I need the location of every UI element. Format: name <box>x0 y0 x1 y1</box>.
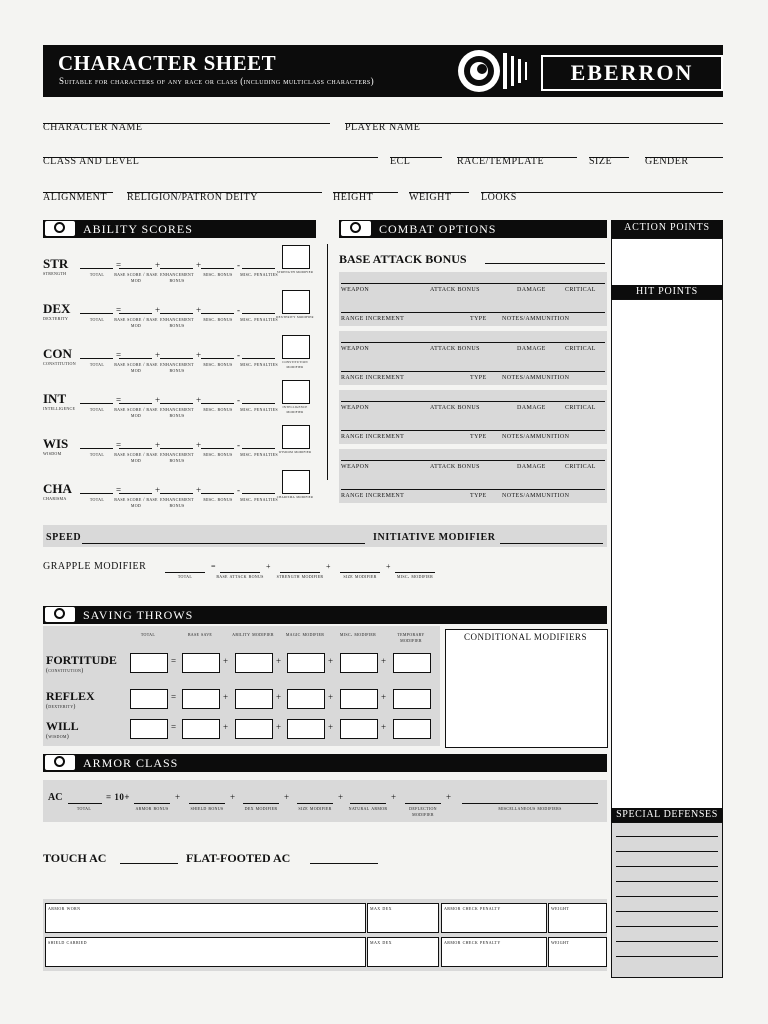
special-defense-line[interactable] <box>616 896 718 897</box>
ability-field[interactable] <box>119 312 152 314</box>
operator: + <box>391 792 397 802</box>
ability-abbr: STR <box>43 256 69 271</box>
ability-abbr: DEX <box>43 301 71 316</box>
ability-field[interactable] <box>242 357 275 359</box>
ability-field[interactable] <box>242 312 275 314</box>
ability-field[interactable] <box>201 267 234 269</box>
operator: = <box>116 440 122 450</box>
save-field[interactable] <box>287 719 325 739</box>
gear-name-field[interactable] <box>45 937 366 967</box>
ability-col-label: misc. bonus <box>203 273 233 278</box>
ability-col-label: total <box>89 363 105 368</box>
damage-label: DAMAGE <box>517 464 546 470</box>
ability-col-label: misc. penalties <box>240 453 278 458</box>
ability-col-label: misc. penalties <box>240 408 278 413</box>
looks-line[interactable] <box>481 191 723 193</box>
ability-abbr: CON <box>43 346 72 361</box>
special-defense-line[interactable] <box>616 911 718 912</box>
save-field[interactable] <box>287 689 325 709</box>
combat-options-bar <box>339 220 607 238</box>
class-level-label: CLASS AND LEVEL <box>43 156 140 167</box>
save-ability: (wisdom) <box>46 734 70 740</box>
special-defense-line[interactable] <box>616 941 718 942</box>
notes-label: NOTES/AMMUNITION <box>502 375 570 381</box>
save-col-label: temporary modifier <box>397 632 425 644</box>
ability-field[interactable] <box>160 312 193 314</box>
critical-label: CRITICAL <box>565 464 596 470</box>
ability-field[interactable] <box>201 312 234 314</box>
speed-label: SPEED <box>46 532 82 543</box>
ability-field[interactable] <box>160 492 193 494</box>
ability-modifier-label: strength modifier <box>276 269 314 274</box>
notes-label: NOTES/AMMUNITION <box>502 493 570 499</box>
operator: - <box>237 305 241 315</box>
conditional-modifiers-box[interactable] <box>445 629 608 748</box>
save-field[interactable] <box>130 689 168 709</box>
operator: + <box>155 440 161 450</box>
special-defenses-box[interactable] <box>611 822 723 978</box>
ability-field[interactable] <box>80 312 113 314</box>
ac-col-label: miscellaneous modifiers <box>498 806 562 812</box>
touch-ac-label: TOUCH AC <box>43 851 107 865</box>
ability-col-label: total <box>89 498 105 503</box>
ability-modifier-label: dexterity modifier <box>276 314 314 319</box>
operator: + <box>155 395 161 405</box>
weapon-line[interactable] <box>341 283 605 284</box>
notes-label: NOTES/AMMUNITION <box>502 434 570 440</box>
operator: + <box>196 485 202 495</box>
special-defense-line[interactable] <box>616 926 718 927</box>
operator: + <box>381 722 387 732</box>
ac-field[interactable] <box>189 802 225 804</box>
type-label: TYPE <box>470 375 487 381</box>
save-field[interactable] <box>130 653 168 673</box>
operator: + <box>328 722 334 732</box>
action-points-heading: ACTION POINTS <box>611 220 723 238</box>
operator: = <box>116 395 122 405</box>
operator: + <box>381 656 387 666</box>
speed-line[interactable] <box>82 542 365 544</box>
operator: + <box>326 562 332 571</box>
save-col-label: ability modifier <box>232 632 274 638</box>
gender-label: GENDER <box>645 156 689 167</box>
ability-col-label: base score / base mod <box>114 408 158 419</box>
ability-col-label: total <box>89 453 105 458</box>
ecl-label: ECL <box>390 156 411 167</box>
weight-label: weight <box>551 940 570 946</box>
operator: - <box>237 260 241 270</box>
ability-col-label: misc. bonus <box>203 408 233 413</box>
sheet-subtitle: Suitable for characters of any race or class (including multiclass characters) <box>59 76 375 86</box>
operator: + <box>276 722 282 732</box>
operator: + <box>276 656 282 666</box>
ability-modifier-label: intelligence modifier <box>282 404 308 414</box>
ac-col-label: size modifier <box>298 806 332 812</box>
ability-field[interactable] <box>201 402 234 404</box>
ability-field[interactable] <box>201 492 234 494</box>
ability-col-label: enhancement bonus <box>160 453 194 464</box>
save-field[interactable] <box>130 719 168 739</box>
grapple-field[interactable] <box>220 571 260 573</box>
operator: + <box>328 692 334 702</box>
operator: + <box>386 562 392 571</box>
damage-label: DAMAGE <box>517 346 546 352</box>
ability-field[interactable] <box>80 267 113 269</box>
ability-field[interactable] <box>119 492 152 494</box>
ability-col-label: misc. bonus <box>203 498 233 503</box>
ability-field[interactable] <box>80 447 113 449</box>
operator: + <box>328 656 334 666</box>
operator: + <box>196 440 202 450</box>
attack-label: ATTACK BONUS <box>430 464 480 470</box>
weapon-label: WEAPON <box>341 405 370 411</box>
ability-modifier-box[interactable] <box>282 335 310 359</box>
grapple-label: GRAPPLE MODIFIER <box>43 561 147 572</box>
ability-field[interactable] <box>160 447 193 449</box>
gear-name-field[interactable] <box>45 903 366 933</box>
eye-icon <box>45 221 75 236</box>
critical-label: CRITICAL <box>565 405 596 411</box>
ability-abbr: CHA <box>43 481 72 496</box>
ability-col-label: base score / base mod <box>114 318 158 329</box>
operator: + <box>338 792 344 802</box>
gear-name-label: armor worn <box>48 906 81 912</box>
range-line[interactable] <box>341 371 605 372</box>
save-field[interactable] <box>235 719 273 739</box>
save-field[interactable] <box>287 653 325 673</box>
race-label: RACE/TEMPLATE <box>457 156 545 167</box>
ability-field[interactable] <box>80 492 113 494</box>
header-banner <box>43 45 723 97</box>
critical-label: CRITICAL <box>565 287 596 293</box>
ac-label: AC <box>48 792 63 803</box>
special-defenses-heading: SPECIAL DEFENSES <box>611 808 723 822</box>
ability-field[interactable] <box>160 267 193 269</box>
ability-name: dexterity <box>43 317 69 322</box>
notes-label: NOTES/AMMUNITION <box>502 316 570 322</box>
operator: + <box>223 722 229 732</box>
ability-field[interactable] <box>160 402 193 404</box>
save-name: REFLEX <box>46 689 95 703</box>
ac-total-label: total <box>76 806 92 812</box>
range-label: RANGE INCREMENT <box>341 375 405 381</box>
save-field[interactable] <box>182 653 220 673</box>
gear-name-label: shield carried <box>48 940 87 946</box>
save-col-label: magic modifier <box>285 632 325 638</box>
operator: = <box>116 485 122 495</box>
type-label: TYPE <box>470 493 487 499</box>
ac-total-field[interactable] <box>68 802 102 804</box>
ability-col-label: misc. penalties <box>240 273 278 278</box>
conditional-modifiers-label: CONDITIONAL MODIFIERS <box>464 632 587 642</box>
critical-label: CRITICAL <box>565 346 596 352</box>
eberron-logo <box>451 47 721 95</box>
ability-col-label: enhancement bonus <box>160 318 194 329</box>
operator: + <box>175 792 181 802</box>
save-field[interactable] <box>235 689 273 709</box>
damage-label: DAMAGE <box>517 405 546 411</box>
armor-class-heading: ARMOR CLASS <box>83 756 179 770</box>
special-defense-line[interactable] <box>616 836 718 837</box>
ac-field[interactable] <box>243 802 279 804</box>
save-field[interactable] <box>393 689 431 709</box>
ac-col-label: armor bonus <box>135 806 169 812</box>
operator: - <box>237 440 241 450</box>
operator: = <box>211 562 217 571</box>
save-col-label: misc. modifier <box>339 632 377 638</box>
grapple-col-label: misc. modifier <box>396 574 434 580</box>
special-defense-line[interactable] <box>616 851 718 852</box>
ability-field[interactable] <box>80 402 113 404</box>
sheet-title: CHARACTER SHEET <box>58 51 277 75</box>
eye-icon <box>45 755 75 770</box>
ac-ten: = 10+ <box>106 792 131 802</box>
initiative-line[interactable] <box>500 542 603 544</box>
operator: - <box>237 350 241 360</box>
ability-abbr: INT <box>43 391 67 406</box>
save-name: FORTITUDE <box>46 653 117 667</box>
weapon-line[interactable] <box>341 342 605 343</box>
ac-col-label: dex modifier <box>244 806 278 812</box>
player-name-label: PLAYER NAME <box>345 122 421 133</box>
ability-col-label: total <box>89 318 105 323</box>
ability-col-label: misc. penalties <box>240 498 278 503</box>
save-col-label: total <box>140 632 156 638</box>
operator: + <box>266 562 272 571</box>
weapon-label: WEAPON <box>341 346 370 352</box>
save-field[interactable] <box>340 653 378 673</box>
ability-modifier-label: charisma modifier <box>276 494 314 499</box>
ability-name: wisdom <box>43 452 62 457</box>
ability-col-label: misc. bonus <box>203 453 233 458</box>
ability-modifier-box[interactable] <box>282 425 310 449</box>
operator: = <box>116 350 122 360</box>
bab-label: BASE ATTACK BONUS <box>339 252 467 266</box>
maxdex-label: max dex <box>370 906 392 912</box>
touch-ac-line[interactable] <box>120 862 178 864</box>
special-defense-line[interactable] <box>616 956 718 957</box>
weapon-label: WEAPON <box>341 287 370 293</box>
armor-class-bar <box>43 754 607 772</box>
ability-modifier-label: wisdom modifier <box>278 449 312 454</box>
ac-field[interactable] <box>462 802 598 804</box>
ac-col-label: shield bonus <box>190 806 224 812</box>
ac-field[interactable] <box>350 802 386 804</box>
operator: = <box>171 656 177 666</box>
operator: + <box>196 350 202 360</box>
ability-field[interactable] <box>119 267 152 269</box>
ability-col-label: base score / base mod <box>114 498 158 509</box>
operator: + <box>155 350 161 360</box>
ability-modifier-box[interactable] <box>282 380 310 404</box>
operator: = <box>116 305 122 315</box>
ac-field[interactable] <box>405 802 441 804</box>
bab-line[interactable] <box>485 262 605 264</box>
ability-col-label: enhancement bonus <box>160 273 194 284</box>
grapple-field[interactable] <box>395 571 435 573</box>
operator: = <box>171 722 177 732</box>
operator: + <box>223 692 229 702</box>
ability-name: strength <box>43 272 67 277</box>
ability-col-label: misc. penalties <box>240 318 278 323</box>
flat-footed-label: FLAT-FOOTED AC <box>186 851 291 865</box>
ability-name: charisma <box>43 497 67 502</box>
damage-label: DAMAGE <box>517 287 546 293</box>
type-label: TYPE <box>470 434 487 440</box>
ability-col-label: enhancement bonus <box>160 408 194 419</box>
acp-label: armor check penalty <box>444 940 501 946</box>
ability-col-label: base score / base mod <box>114 273 158 284</box>
operator: + <box>223 656 229 666</box>
attack-label: ATTACK BONUS <box>430 346 480 352</box>
operator: + <box>230 792 236 802</box>
save-field[interactable] <box>235 653 273 673</box>
ability-field[interactable] <box>119 447 152 449</box>
divider <box>327 244 328 480</box>
grapple-col-label: strength modifier <box>276 574 324 580</box>
ability-field[interactable] <box>201 447 234 449</box>
grapple-field[interactable] <box>340 571 380 573</box>
save-field[interactable] <box>393 719 431 739</box>
special-defense-line[interactable] <box>616 881 718 882</box>
ac-col-label: deflection modifier <box>409 806 437 818</box>
save-field[interactable] <box>182 719 220 739</box>
ability-abbr: WIS <box>43 436 69 451</box>
ability-name: intelligence <box>43 407 76 412</box>
size-label: SIZE <box>589 156 613 167</box>
grapple-field[interactable] <box>165 571 205 573</box>
acp-label: armor check penalty <box>444 906 501 912</box>
operator: + <box>155 260 161 270</box>
eye-icon <box>45 607 75 622</box>
ac-field[interactable] <box>134 802 170 804</box>
ability-field[interactable] <box>201 357 234 359</box>
saving-throws-bar <box>43 606 607 624</box>
logo-text: EBERRON <box>541 55 723 91</box>
save-col-label: base save <box>187 632 213 638</box>
ability-modifier-label: constitution modifier <box>282 359 308 369</box>
operator: + <box>155 305 161 315</box>
ability-field[interactable] <box>242 402 275 404</box>
operator: + <box>276 692 282 702</box>
operator: + <box>196 260 202 270</box>
ac-col-label: natural armor <box>348 806 388 812</box>
ability-field[interactable] <box>119 402 152 404</box>
operator: + <box>196 305 202 315</box>
ability-name: constitution <box>43 362 76 367</box>
operator: + <box>155 485 161 495</box>
range-label: RANGE INCREMENT <box>341 434 405 440</box>
eye-icon <box>341 221 371 236</box>
hit-points-box[interactable] <box>611 299 723 809</box>
grapple-col-label: size modifier <box>343 574 377 580</box>
initiative-label: INITIATIVE MODIFIER <box>373 532 496 543</box>
maxdex-label: max dex <box>370 940 392 946</box>
character-name-label: CHARACTER NAME <box>43 122 143 133</box>
ability-scores-heading: ABILITY SCORES <box>83 222 193 236</box>
ability-col-label: enhancement bonus <box>160 498 194 509</box>
religion-label: RELIGION/PATRON DEITY <box>127 192 258 203</box>
ability-modifier-box[interactable] <box>282 290 310 314</box>
dragon-eye-icon <box>451 47 541 95</box>
special-defense-line[interactable] <box>616 866 718 867</box>
grapple-field[interactable] <box>280 571 320 573</box>
ability-col-label: base score / base mod <box>114 363 158 374</box>
ability-scores-bar <box>43 220 316 238</box>
operator: + <box>284 792 290 802</box>
height-label: HEIGHT <box>333 192 374 203</box>
range-line[interactable] <box>341 312 605 313</box>
ac-field[interactable] <box>297 802 333 804</box>
grapple-col-label: total <box>177 574 193 580</box>
ability-col-label: misc. bonus <box>203 363 233 368</box>
flat-footed-line[interactable] <box>310 862 378 864</box>
operator: + <box>381 692 387 702</box>
ability-field[interactable] <box>242 267 275 269</box>
weapon-line[interactable] <box>341 401 605 402</box>
ability-modifier-box[interactable] <box>282 245 310 269</box>
attack-label: ATTACK BONUS <box>430 405 480 411</box>
save-field[interactable] <box>340 689 378 709</box>
save-field[interactable] <box>393 653 431 673</box>
ability-col-label: total <box>89 273 105 278</box>
type-label: TYPE <box>470 316 487 322</box>
ability-field[interactable] <box>160 357 193 359</box>
ability-field[interactable] <box>80 357 113 359</box>
operator: + <box>446 792 452 802</box>
weapon-line[interactable] <box>341 460 605 461</box>
weapon-label: WEAPON <box>341 464 370 470</box>
save-ability: (dexterity) <box>46 704 76 710</box>
save-field[interactable] <box>340 719 378 739</box>
ability-col-label: misc. bonus <box>203 318 233 323</box>
grapple-col-label: base attack bonus <box>216 574 264 580</box>
ability-col-label: total <box>89 408 105 413</box>
ability-field[interactable] <box>242 492 275 494</box>
operator: = <box>116 260 122 270</box>
combat-options-heading: COMBAT OPTIONS <box>379 222 497 236</box>
weight-label: weight <box>551 906 570 912</box>
ability-field[interactable] <box>242 447 275 449</box>
operator: = <box>171 692 177 702</box>
ability-col-label: base score / base mod <box>114 453 158 464</box>
operator: - <box>237 395 241 405</box>
ability-col-label: enhancement bonus <box>160 363 194 374</box>
saving-throws-heading: SAVING THROWS <box>83 608 194 622</box>
operator: + <box>196 395 202 405</box>
looks-label: LOOKS <box>481 192 517 203</box>
ability-field[interactable] <box>119 357 152 359</box>
save-name: WILL <box>46 719 79 733</box>
attack-label: ATTACK BONUS <box>430 287 480 293</box>
hit-points-heading: HIT POINTS <box>611 285 723 299</box>
range-label: RANGE INCREMENT <box>341 316 405 322</box>
operator: - <box>237 485 241 495</box>
range-line[interactable] <box>341 430 605 431</box>
action-points-box[interactable] <box>611 238 723 286</box>
alignment-label: ALIGNMENT <box>43 192 107 203</box>
ability-col-label: misc. penalties <box>240 363 278 368</box>
range-line[interactable] <box>341 489 605 490</box>
save-ability: (constitution) <box>46 668 84 674</box>
range-label: RANGE INCREMENT <box>341 493 405 499</box>
weight-label: WEIGHT <box>409 192 452 203</box>
ability-modifier-box[interactable] <box>282 470 310 494</box>
save-field[interactable] <box>182 689 220 709</box>
